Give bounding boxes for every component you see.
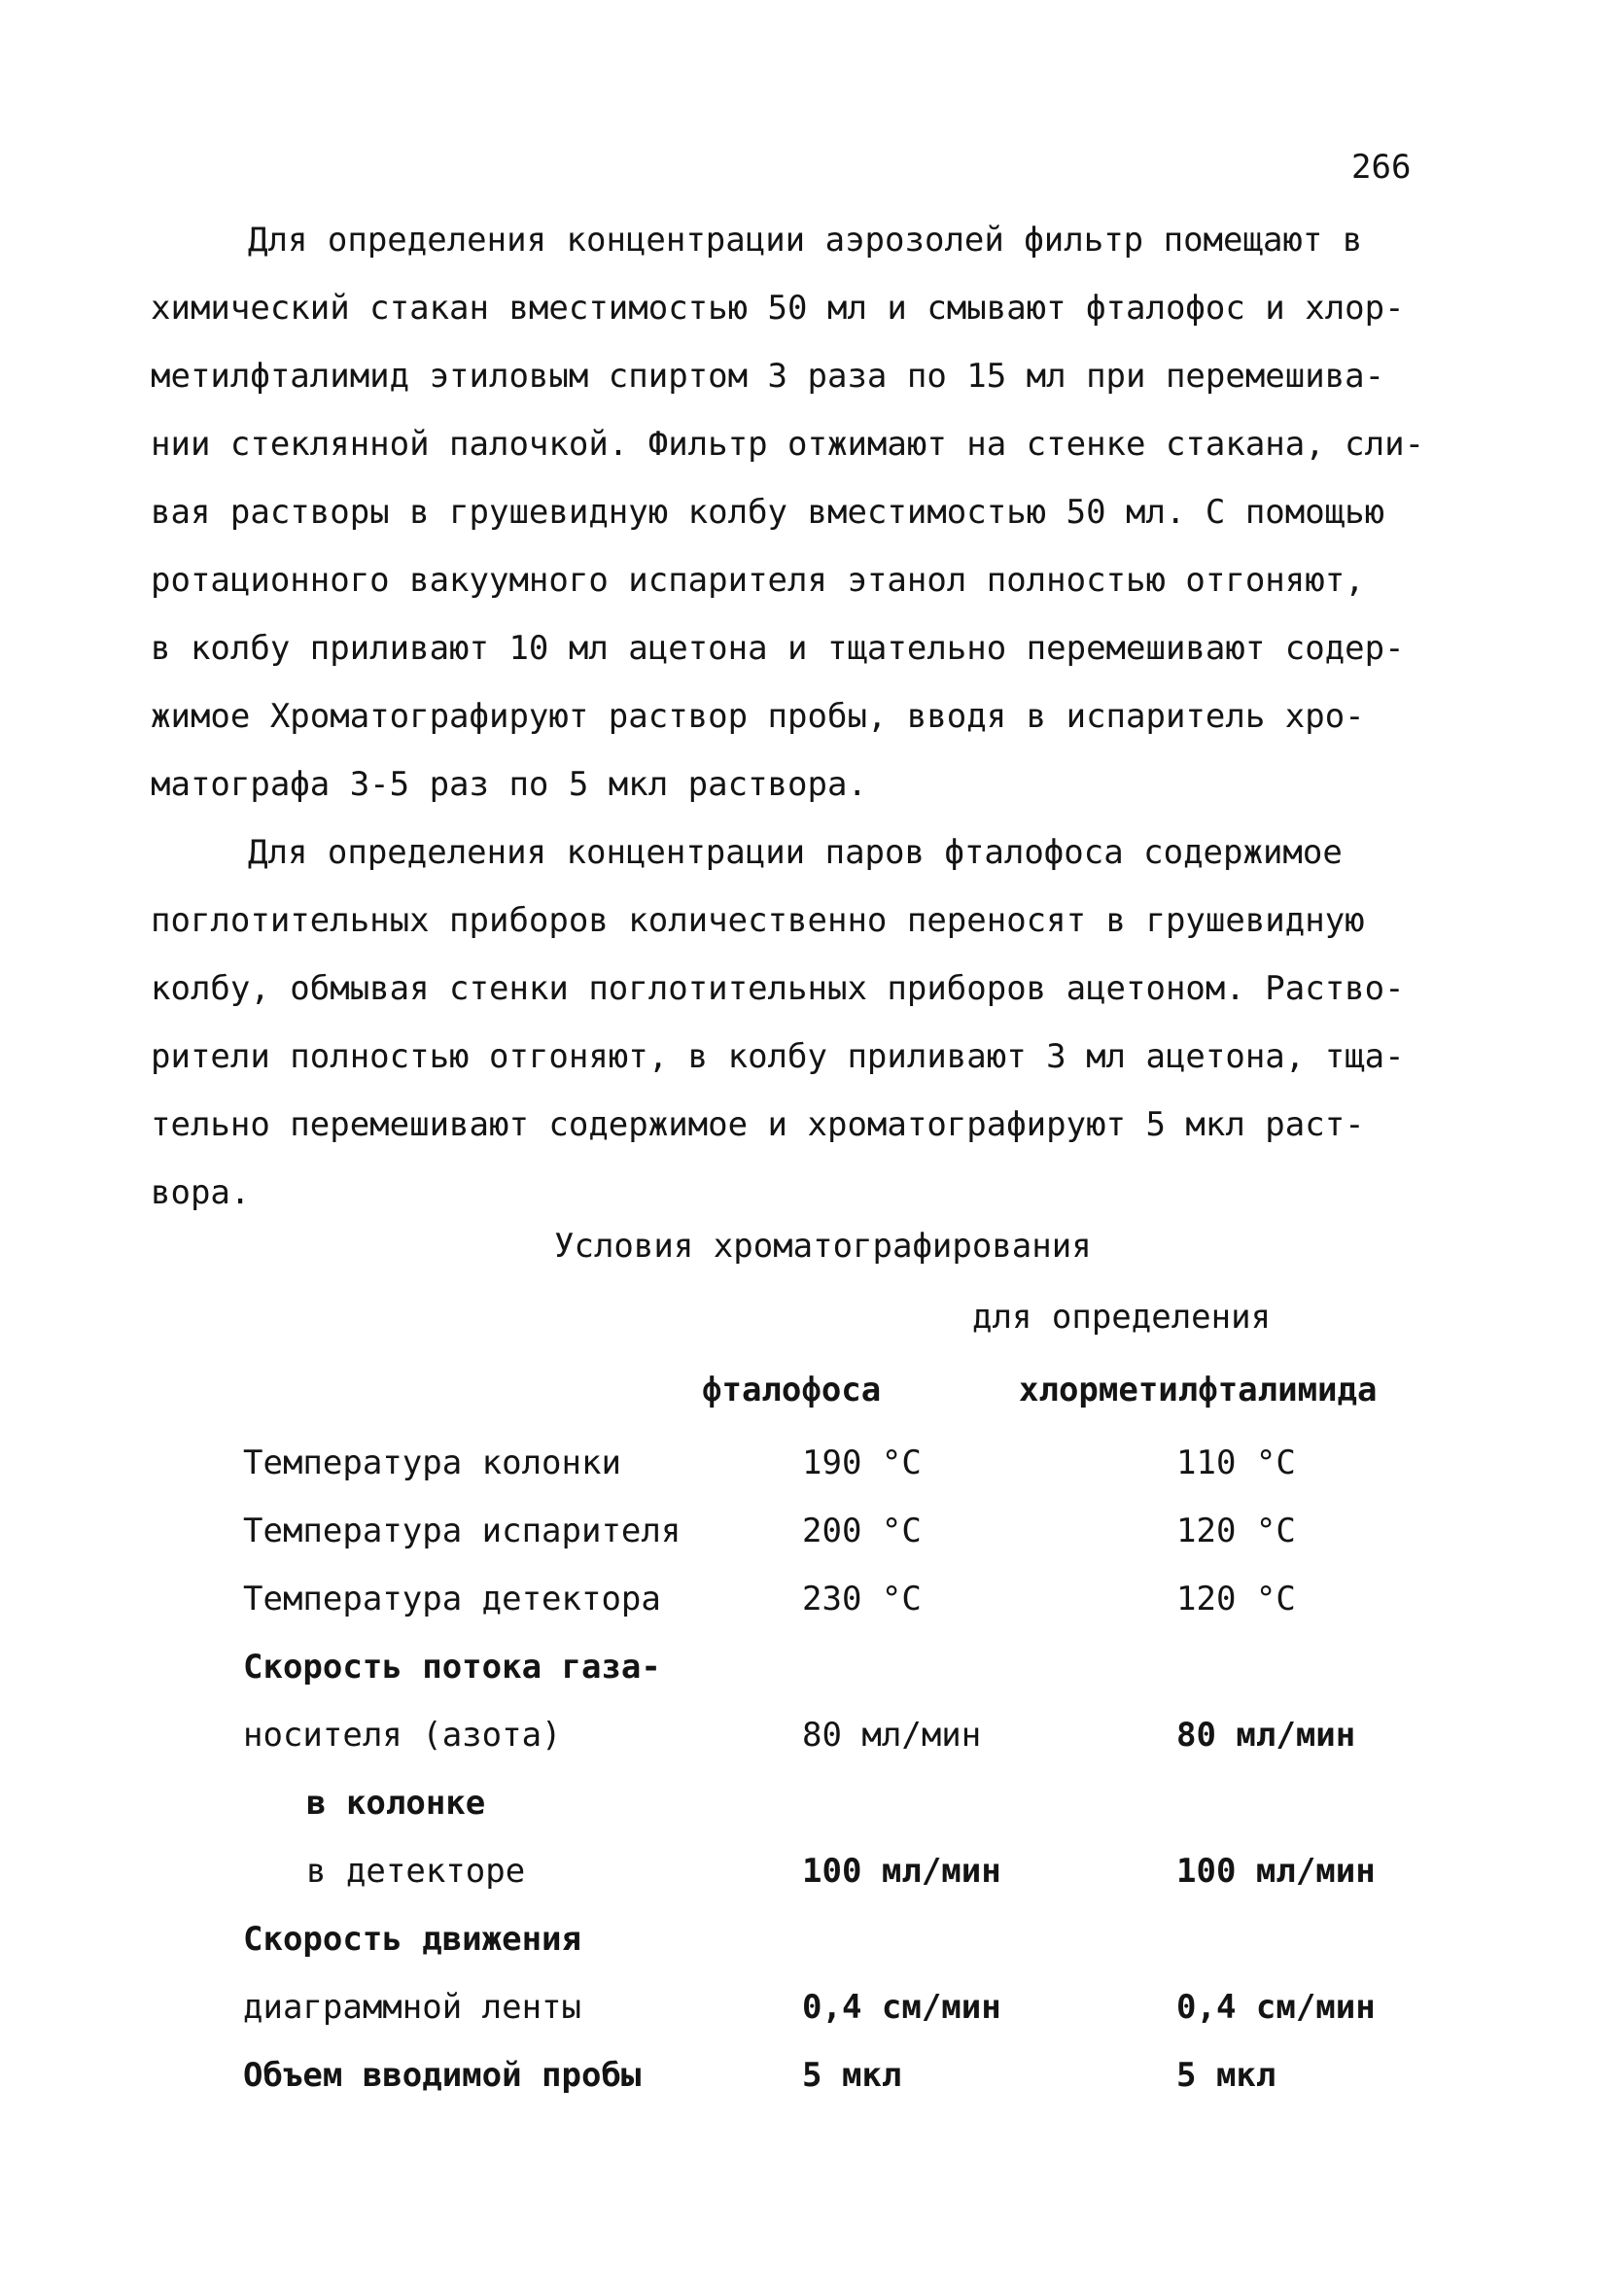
value-chloromethylphthalimide: 110 °С	[1176, 1444, 1296, 1482]
table-row	[243, 1701, 1468, 1769]
value-phthalophos: 200 °С	[802, 1512, 922, 1550]
text-line: в колбу приливают 10 мл ацетона и тщательно перемешивают содер-	[151, 629, 1405, 668]
text-line: Для определения концентрации паров фталофоса содержимое	[248, 833, 1343, 872]
text-line: тельно перемешивают содержимое и хроматографируют 5 мкл раст-	[151, 1105, 1365, 1144]
table-row	[243, 1905, 1468, 1973]
value-chloromethylphthalimide	[1176, 1769, 1468, 1837]
text-line: метилфталимид этиловым спиртом 3 раза по 15 мл при перемешива-	[151, 357, 1385, 396]
row-label: в детекторе	[306, 1852, 526, 1891]
text-line: поглотительных приборов количественно переносят в грушевидную	[151, 901, 1365, 940]
row-label: Скорость движения	[243, 1920, 581, 1959]
row-label: Температура испарителя	[243, 1512, 682, 1550]
value-chloromethylphthalimide	[1176, 1633, 1468, 1701]
text-line: рители полностью отгоняют, в колбу приливают 3 мл ацетона, тща-	[151, 1037, 1405, 1076]
value-chloromethylphthalimide	[1176, 1905, 1468, 1973]
column-header-chloromethylphthalimide: хлорметилфталимида	[1019, 1371, 1378, 1409]
value-chloromethylphthalimide: 100 мл/мин	[1176, 1852, 1376, 1891]
text-line: вора.	[151, 1173, 251, 1212]
row-label: Скорость потока газа-	[243, 1648, 661, 1687]
row-label: Объем вводимой пробы	[243, 2056, 642, 2095]
text-line: матографа 3-5 раз по 5 мкл раствора.	[151, 765, 867, 804]
text-line: химический стакан вместимостью 50 мл и смывают фталофос и хлор-	[151, 289, 1405, 328]
value-phthalophos: 80 мл/мин	[802, 1716, 982, 1755]
text-line: ротационного вакуумного испарителя этанол полностью отгоняют,	[151, 561, 1365, 600]
text-line: вая растворы в грушевидную колбу вместимостью 50 мл. С помощью	[151, 493, 1385, 532]
value-phthalophos: 230 °С	[802, 1580, 922, 1618]
table-row	[243, 1973, 1468, 2041]
table-row	[243, 1633, 1468, 1701]
value-chloromethylphthalimide: 0,4 см/мин	[1176, 1988, 1376, 2027]
row-label: диаграммной ленты	[243, 1988, 581, 2027]
value-phthalophos: 190 °С	[802, 1444, 922, 1482]
table-row	[243, 1429, 1468, 1497]
page-number: 266	[1351, 148, 1412, 187]
value-chloromethylphthalimide: 5 мкл	[1176, 2056, 1276, 2095]
value-phthalophos	[802, 1633, 1176, 1701]
value-chloromethylphthalimide: 120 °С	[1176, 1580, 1296, 1618]
value-phthalophos	[802, 1769, 1176, 1837]
table-row	[243, 1565, 1468, 1633]
text-line: жимое Хроматографируют раствор пробы, вводя в испаритель хро-	[151, 697, 1365, 736]
table-row	[243, 2041, 1468, 2109]
value-chloromethylphthalimide: 80 мл/мин	[1176, 1716, 1356, 1755]
row-label: Температура детектора	[243, 1580, 661, 1618]
paragraph-aerosol-method	[151, 206, 1453, 818]
row-label: Температура колонки	[243, 1444, 621, 1482]
value-phthalophos: 0,4 см/мин	[802, 1988, 1001, 2027]
conditions-table	[243, 1429, 1468, 2109]
row-label: в колонке	[306, 1784, 486, 1823]
conditions-subheading: для определения	[972, 1298, 1272, 1337]
table-row	[243, 1837, 1468, 1905]
column-header-phthalophos: фталофоса	[702, 1371, 882, 1409]
table-row	[243, 1769, 1468, 1837]
text-line: нии стеклянной палочкой. Фильтр отжимают на стенке стакана, сли-	[151, 425, 1425, 464]
text-line: колбу, обмывая стенки поглотительных приборов ацетоном. Раство-	[151, 969, 1405, 1008]
value-phthalophos	[802, 1905, 1176, 1973]
paragraph-vapor-method	[151, 818, 1453, 1227]
value-phthalophos: 5 мкл	[802, 2056, 902, 2095]
table-row	[243, 1497, 1468, 1565]
value-chloromethylphthalimide: 120 °С	[1176, 1512, 1296, 1550]
value-phthalophos: 100 мл/мин	[802, 1852, 1001, 1891]
conditions-title: Условия хроматографирования	[554, 1227, 1092, 1266]
row-label: носителя (азота)	[243, 1716, 562, 1755]
text-line: Для определения концентрации аэрозолей фильтр помещают в	[248, 221, 1363, 260]
